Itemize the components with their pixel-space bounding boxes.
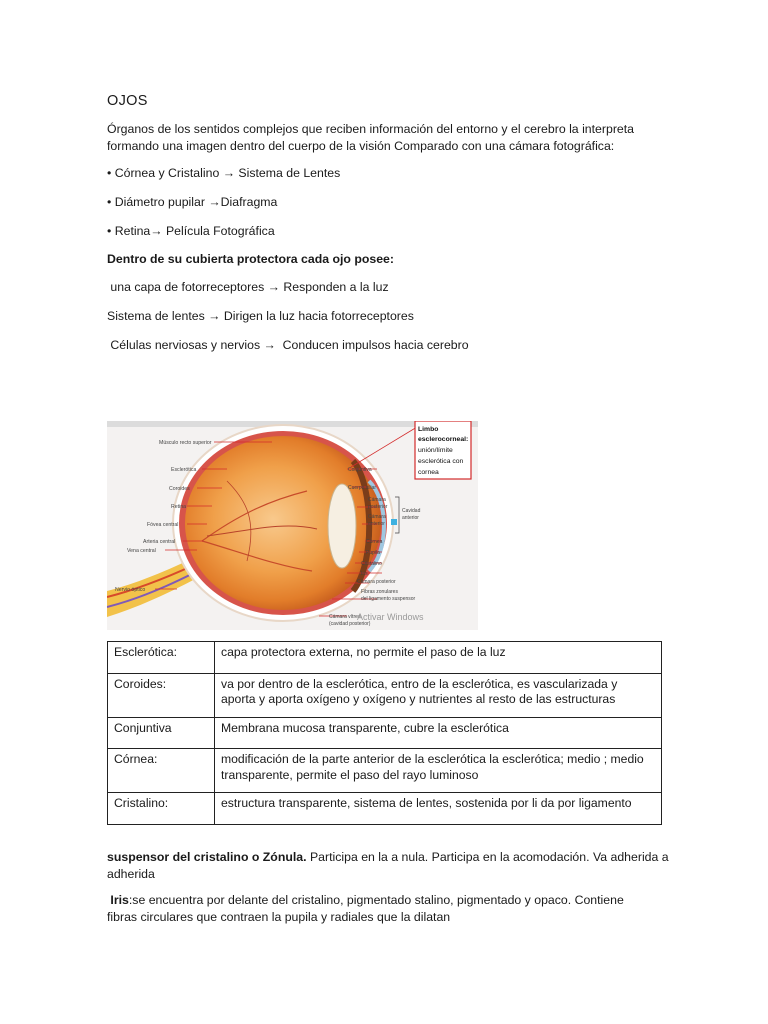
table-row bbox=[108, 793, 662, 825]
section-subheading: Dentro de su cubierta protectora cada ojo posee: bbox=[107, 252, 394, 266]
table-description: modificación de la parte anterior de la esclerótica la esclerótica; medio ; medio transparente, permite el paso del rayo luminoso bbox=[215, 749, 662, 793]
watermark-text: Activar Windows bbox=[357, 612, 424, 622]
figure-label: (cavidad posterior) bbox=[329, 621, 371, 627]
figure-label: del ligamento suspensor bbox=[361, 596, 416, 602]
intro-paragraph: Órganos de los sentidos complejos que reciben información del entorno y el cerebro la interpreta formando una imagen dentro del cuerpo de la visión Comparado con una cámara fotográfica: bbox=[107, 122, 635, 153]
figure-label: Cuerpo ciliar bbox=[348, 485, 377, 491]
bullet-item: • Retina→ Película Fotográfica bbox=[107, 224, 275, 238]
figure-label: anterior bbox=[368, 521, 385, 527]
table-description: Membrana mucosa transparente, cubre la esclerótica bbox=[215, 717, 662, 749]
figure-label: Conjuntiva bbox=[348, 467, 372, 473]
table-description: va por dentro de la esclerótica, entro de la esclerótica, es vascularizada y aporta y aporta oxígeno y oxígeno y nutrientes al resto de las estructuras bbox=[215, 673, 662, 717]
iris-term: Iris bbox=[107, 893, 129, 907]
table-row bbox=[108, 717, 662, 749]
callout-text: esclerocorneal: bbox=[418, 436, 469, 443]
iris-paragraph bbox=[107, 892, 647, 925]
figure-label: Cámara posterior bbox=[357, 579, 396, 585]
table-term: Conjuntiva bbox=[108, 717, 215, 749]
figure-label: Fibras zonulares bbox=[361, 589, 398, 595]
iris-text: :se encuentra por delante del cristalino, pigmentado stalino, pigmentado y opaco. Contiene fibras circulares que contraen la pupila y radiales que la dilatan bbox=[107, 893, 624, 924]
table-row bbox=[108, 673, 662, 717]
table-row bbox=[108, 749, 662, 793]
figure-label: Iris bbox=[361, 571, 368, 577]
page-title: OJOS bbox=[107, 93, 148, 109]
callout-text: cornea bbox=[418, 469, 439, 476]
eye-anatomy-figure bbox=[107, 421, 478, 630]
figure-label: Esclerótica bbox=[171, 467, 197, 473]
bullet-item: • Diámetro pupilar →Diafragma bbox=[107, 195, 278, 209]
structures-table bbox=[107, 641, 662, 825]
figure-label: Pupila bbox=[366, 550, 380, 556]
figure-label: anterior bbox=[402, 515, 419, 521]
bullet-item: • Córnea y Cristalino → Sistema de Lentes bbox=[107, 166, 341, 180]
figure-label: Músculo recto superior bbox=[159, 440, 212, 446]
table-term: Córnea: bbox=[108, 749, 215, 793]
content-line: Sistema de lentes → Dirigen la luz hacia fotorreceptores bbox=[107, 309, 414, 323]
content-line: una capa de fotorreceptores → Responden a la luz bbox=[107, 280, 389, 294]
figure-label: Cavidad bbox=[402, 508, 421, 514]
figure-label: posterior bbox=[368, 504, 388, 510]
table-description: capa protectora externa, no permite el paso de la luz bbox=[215, 642, 662, 674]
table-description: estructura transparente, sistema de lentes, sostenida por li da por ligamento bbox=[215, 793, 662, 825]
figure-label: Coroides bbox=[169, 486, 190, 492]
zonula-paragraph bbox=[107, 849, 672, 882]
callout-text: unión/límite bbox=[418, 447, 453, 454]
table-term: Coroides: bbox=[108, 673, 215, 717]
figure-label: Retina bbox=[171, 504, 186, 510]
figure-label: Córnea bbox=[366, 539, 383, 545]
callout-text: esclerótica con bbox=[418, 458, 464, 465]
figure-label: Cámara bbox=[368, 514, 386, 520]
figure-label: Cámara bbox=[368, 497, 386, 503]
zonula-term: suspensor del cristalino o Zónula. bbox=[107, 850, 307, 864]
callout-text: Limbo bbox=[418, 426, 439, 433]
content-line: Células nerviosas y nervios → Conducen impulsos hacia cerebro bbox=[107, 338, 469, 352]
zonula-text: Participa en la a nula. Participa en la acomodación. Va adherida a adherida bbox=[107, 850, 669, 881]
table-row bbox=[108, 642, 662, 674]
figure-label: Arteria central bbox=[143, 539, 176, 545]
table-term: Esclerótica: bbox=[108, 642, 215, 674]
table-term: Cristalino: bbox=[108, 793, 215, 825]
figure-label: Cristalino bbox=[361, 561, 382, 567]
figure-label: Fóvea central bbox=[147, 522, 179, 528]
figure-label: Vena central bbox=[127, 548, 156, 554]
figure-label: Nervio óptico bbox=[115, 587, 146, 593]
figure-label: Cámara vítrea bbox=[329, 614, 361, 620]
